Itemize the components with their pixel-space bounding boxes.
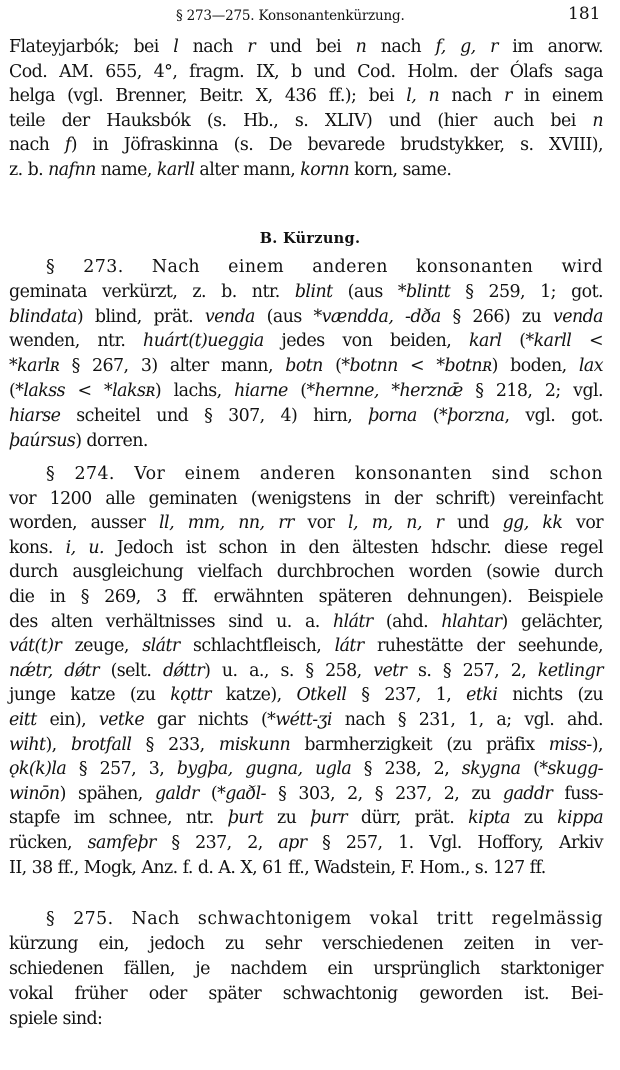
italic-term: kippa [557,808,604,829]
italic-term: samfeþr [87,833,156,853]
text-line [9,537,603,559]
text-run: § 259, 1; got. [450,281,603,302]
italic-term: galdr [154,783,199,804]
text-run: ) boden, [491,356,579,377]
text-run: < * [64,381,113,401]
text-run: § 266) zu [440,306,553,327]
text-run: * [9,356,18,377]
italic-term: hernne, *herznǣ [314,381,463,401]
text-line [9,832,603,854]
text-line [9,430,603,452]
text-line [9,355,603,377]
italic-term: lax [578,356,603,377]
text-run: (* [287,381,315,401]
italic-term: i, u. [65,537,104,558]
text-run: nach [9,135,65,156]
text-run: § 218, 2; vgl. [462,381,604,401]
text-line [9,85,603,107]
italic-term: brotfall [70,734,132,755]
text-run: teile der Hauksbók (s. Hb., s. XLIV) und (hier auch bei [9,110,593,131]
text-line [9,380,603,402]
italic-term: hlahtar [441,611,502,632]
italic-term: wiht [9,734,46,755]
text-line [9,783,603,805]
text-run: schiedenen fällen, je nachdem ein ursprünglich starktoniger [9,959,603,979]
italic-term: blindata [9,306,77,327]
text-run: ), [45,734,71,755]
text-run: (aus * [332,281,406,302]
text-line [9,734,603,756]
italic-term: ll, mm, nn, rr [159,513,294,534]
italic-term: eitt [9,710,37,730]
italic-term: karll [156,160,195,180]
text-run: junge katze (zu [9,685,171,706]
italic-term: þurt [227,808,264,829]
text-run: z. b. [9,160,49,180]
text-run: nach [366,37,436,57]
text-run: ) gelächter, [501,611,603,632]
text-run: wenden, ntr. [9,331,144,352]
text-run: II, 38 ff., Mogk, Anz. f. d. A. X, 61 ff., Wadstein, F. Hom., s. 127 ff. [9,857,546,878]
text-run: name, [95,160,157,180]
italic-term: þurr [310,808,347,829]
text-run: (* [198,783,226,804]
text-line [9,110,603,132]
italic-term: f [64,135,71,156]
text-run: nach [178,37,248,57]
italic-term: gg, kk [502,513,563,534]
italic-term: n [592,110,603,131]
text-run: vor 1200 alle geminaten (wenigstens in der schrift) vereinfacht [9,488,603,509]
italic-term: vændda, -dða [321,306,441,327]
italic-term: blintt [406,281,451,302]
text-run: stapfe im schnee, ntr. [9,808,228,829]
text-line [9,660,603,682]
text-run: ) spähen, [59,783,155,804]
text-run: § 273. Nach einem anderen konsonanten wird [46,257,603,277]
text-run: vor [293,513,349,534]
text-run: vokal früher oder später schwachtonig geworden ist. Bei- [9,984,603,1004]
italic-term: dǿttr [162,660,205,681]
text-run: helga (vgl. Brenner, Beitr. X, 436 ff.); bei [9,86,407,107]
italic-term: miskunn [218,734,291,755]
italic-term: látr [334,636,364,657]
text-run: gar nichts (* [144,710,276,730]
text-run: < * [397,356,445,377]
italic-term: wétt-ʒi [275,710,332,730]
italic-term: þaúrsus [9,430,76,451]
text-line [9,958,603,980]
text-line [9,512,603,534]
italic-term: nǽtr, dǿtr [9,660,99,681]
text-run: (aus * [254,306,322,327]
text-line [46,908,603,930]
italic-term: botn [285,356,323,377]
text-run: (ahd. [372,611,442,632]
text-run: dürr, prät. [346,808,469,829]
text-run: § 274. Vor einem anderen konsonanten sind schon [46,464,603,484]
italic-term: huárt(t)ueggia [143,331,264,352]
text-run: Jedoch ist schon in den ältesten hdschr. diese regel [103,537,603,558]
text-run: kons. [9,537,66,558]
text-line [9,306,603,328]
text-line [9,758,603,780]
text-line [9,36,603,58]
text-run: spiele sind: [9,1009,103,1029]
text-run: des alten verhältnisses sind u. a. [9,611,333,632]
section-heading: B. Kürzung. [259,230,361,247]
text-run: Flateyjarbók; bei [9,37,174,57]
text-run: § 257, 3, [66,759,177,780]
italic-term: hiarne [234,381,288,401]
running-title: § 273—275. Konsonantenkürzung. [176,8,405,24]
text-line [9,684,603,706]
italic-term: þorzna [447,405,505,426]
italic-term: r [503,86,512,107]
italic-term: vetke [98,710,145,730]
page-number: 181 [568,4,601,24]
text-line [9,807,603,829]
text-run: kürzung ein, jedoch zu sehr verschiedenen zeiten in ver- [9,934,603,954]
text-line [46,463,603,485]
text-run: Cod. AM. 655, 4°, fragm. IX, b und Cod. Holm. der Ólafs saga [9,61,603,82]
italic-term: n [355,37,367,57]
italic-term: r [247,37,256,57]
text-run: durch ausgleichung vielfach durchbrochen worden (sowie durch [9,562,603,583]
text-line [9,611,603,633]
text-line [9,561,603,583]
text-run: ) u. a., s. § 258, [204,660,374,681]
text-line [9,635,603,657]
text-run: ) lachs, [154,381,235,401]
text-run: nach § 231, 1, a; vgl. ahd. [331,710,604,730]
italic-term: gaðl- [225,783,266,804]
italic-term: kipta [468,808,510,829]
text-line [9,159,603,181]
italic-term: skugg- [547,759,604,780]
italic-term: skygna [461,759,521,780]
italic-term: blint [294,281,333,302]
italic-term: karlʀ [17,356,60,377]
text-line [9,709,603,731]
text-line [9,586,603,608]
text-run: § 237, 2, [155,833,279,853]
italic-term: gaddr [502,783,553,804]
italic-term: slátr [142,636,180,657]
italic-term: ketlingr [537,660,603,681]
text-run: (* [9,381,24,401]
text-run: fuss- [552,783,604,804]
text-line [9,61,603,83]
text-run: § 303, 2, § 237, 2, zu [265,783,503,804]
italic-term: apr [278,833,307,853]
text-run: katze), [210,685,297,706]
text-line [9,134,603,156]
text-run: (selt. [99,660,163,681]
text-line [9,857,603,879]
text-run: § 233, [131,734,219,755]
italic-term: hlátr [332,611,373,632]
text-line [46,256,603,278]
text-run: ) in Jöfraskinna (s. De bevarede brudstykker, s. XVIII), [70,135,603,156]
text-run: § 238, 2, [351,759,462,780]
text-run: § 275. Nach schwachtonigem vokal tritt regelmässig [46,909,603,929]
text-line [9,281,603,303]
text-run: (* [416,405,448,426]
text-run: im anorw. [497,37,604,57]
italic-term: venda [552,306,603,327]
italic-term: ǫk(k)la [9,759,67,780]
text-run: scheitel und § 307, 4) hirn, [60,405,369,426]
italic-term: vetr [373,660,407,681]
text-run: vor [562,513,604,534]
text-run: jedes von beiden, [263,331,469,352]
italic-term: l [173,37,179,57]
italic-term: bygþa, gugna, ugla [176,759,352,780]
text-line [9,933,603,955]
text-run: geminata verkürzt, z. b. ntr. [9,281,295,302]
text-run: nichts (zu [497,685,603,706]
text-line [9,405,603,427]
text-run: worden, ausser [9,513,160,534]
italic-term: kǫttr [170,685,211,706]
text-line [9,1008,603,1030]
italic-term: vát(t)r [9,636,62,657]
italic-term: etki [466,685,498,706]
italic-term: l, m, n, r [348,513,444,534]
text-run: ) dorren. [75,430,148,451]
italic-term: nafnn [48,160,96,180]
text-run: zu [263,808,311,829]
italic-term: miss- [548,734,592,755]
text-line [9,330,603,352]
text-run: , vgl. got. [504,405,604,426]
text-run: alter mann, [194,160,301,180]
text-run: s. § 257, 2, [406,660,538,681]
text-run: (* [322,356,350,377]
italic-term: l, n [406,86,440,107]
italic-term: f, g, r [435,37,498,57]
text-run: ein), [36,710,99,730]
text-run: < [571,331,604,352]
text-run: § 267, 3) alter mann, [59,356,286,377]
italic-term: lakss [23,381,65,401]
text-run: und bei [255,37,356,57]
text-line [9,488,603,510]
text-run: zeuge, [61,636,143,657]
text-run: schlachtfleisch, [179,636,335,657]
italic-term: winōn [9,783,60,804]
italic-term: botnʀ [444,356,492,377]
italic-term: þorna [368,405,417,426]
text-run: die in § 269, 3 ff. erwähnten späteren dehnungen). Beispiele [9,587,603,607]
italic-term: karll [533,331,572,352]
text-run: (* [501,331,534,352]
text-run: ) blind, prät. [76,306,205,327]
text-line [9,983,603,1005]
text-run: § 237, 1, [346,685,467,706]
italic-term: laksʀ [112,381,155,401]
italic-term: botnn [349,356,398,377]
text-run: korn, same. [349,160,452,180]
italic-term: kornn [300,160,350,180]
italic-term: venda [204,306,255,327]
text-run: (* [520,759,548,780]
text-run: in einem [511,86,603,107]
page-header [0,4,620,28]
italic-term: Otkell [296,685,347,706]
italic-term: karl [468,331,502,352]
text-run: zu [509,808,558,829]
text-run: ), [591,734,603,755]
italic-term: hiarse [9,405,61,426]
text-run: und [443,513,503,534]
text-run: ruhestätte der seehunde, [363,636,603,657]
text-run: nach [439,86,504,107]
text-run: § 257, 1. Vgl. Hoffory, Arkiv [306,833,603,853]
text-run: barmherzigkeit (zu präfix [290,734,549,755]
text-run: rücken, [9,833,88,853]
